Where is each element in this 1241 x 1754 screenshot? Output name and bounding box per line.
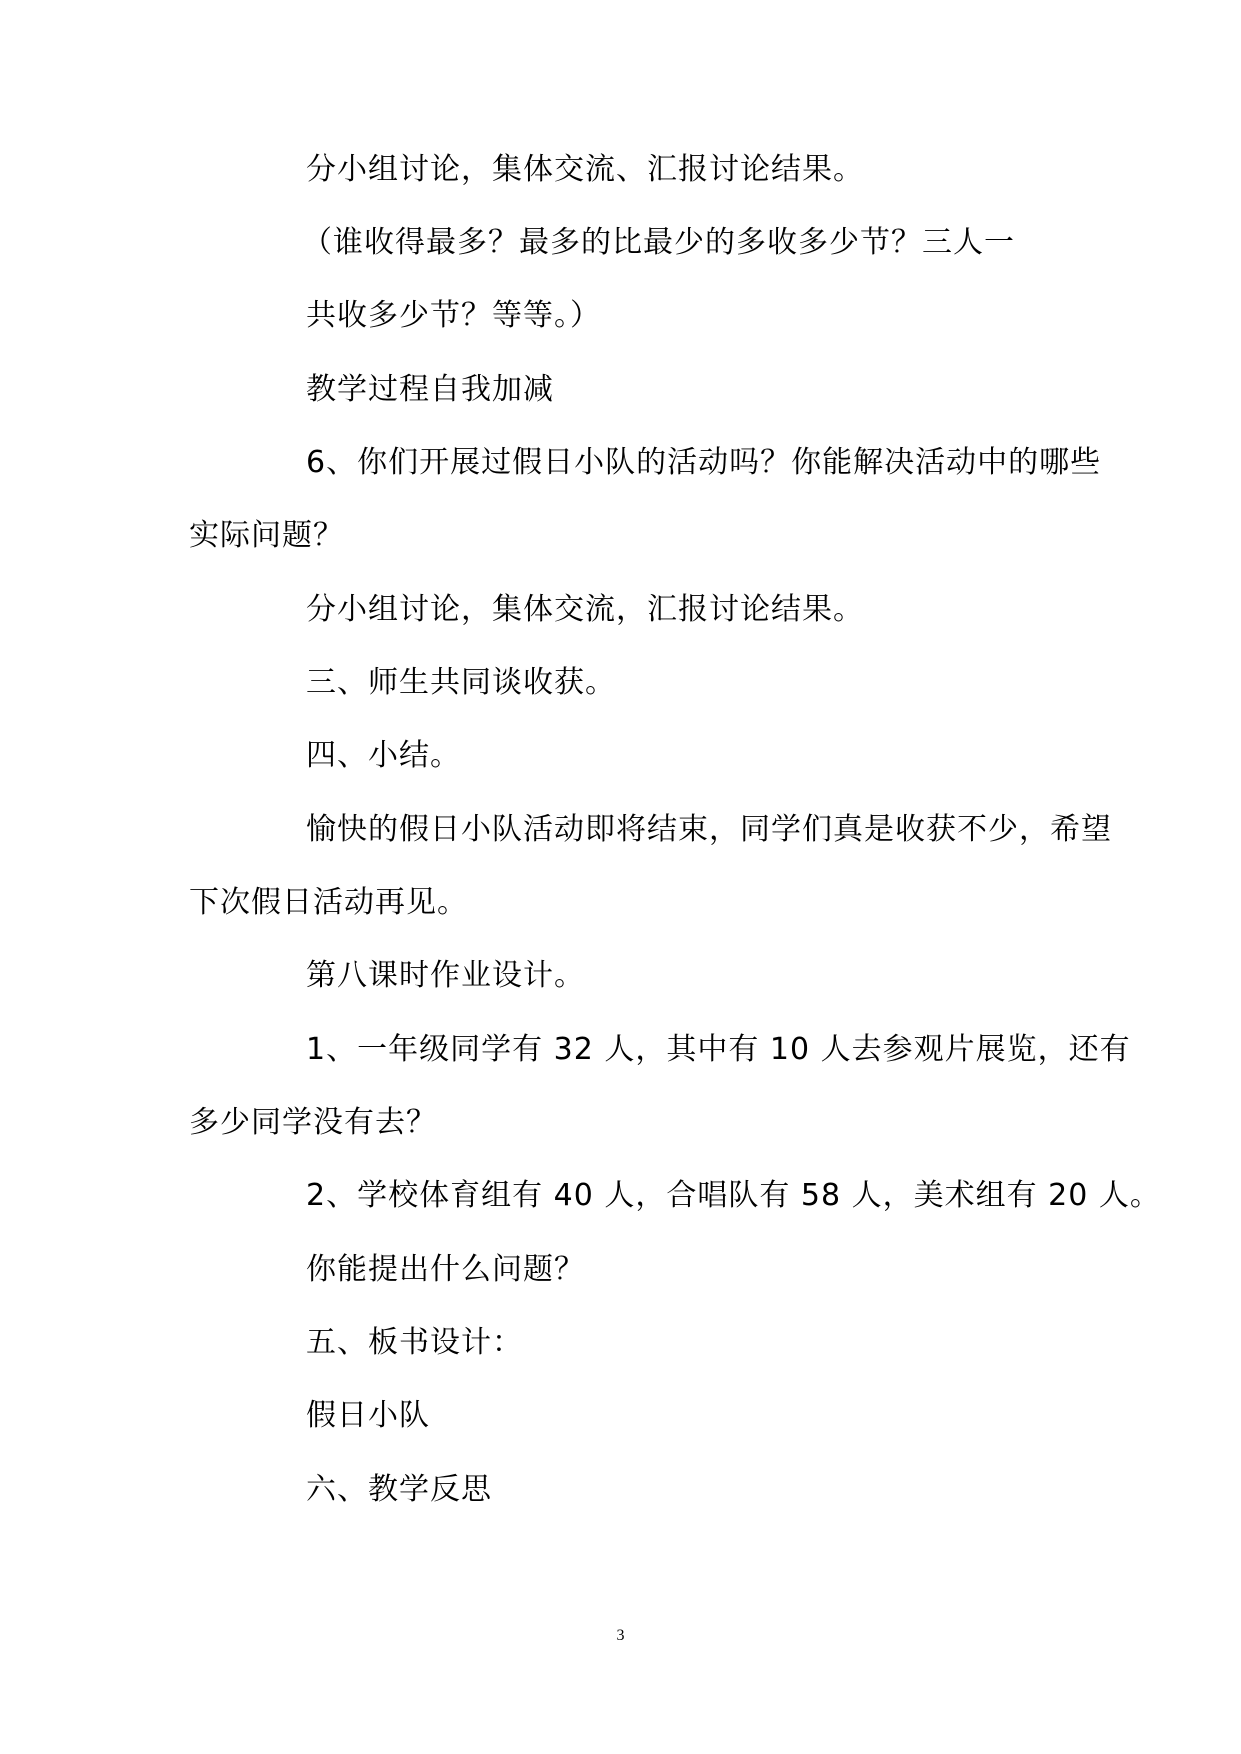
text-line: 三、师生共同谈收获。 <box>306 665 616 700</box>
text-line: 六、教学反思 <box>306 1472 492 1507</box>
text-line: 多少同学没有去？ <box>189 1105 437 1140</box>
page-number: 3 <box>616 1627 625 1644</box>
text-line: 教学过程自我加减 <box>306 372 554 407</box>
text-line: （谁收得最多？最多的比最少的多收多少节？三人一 <box>302 225 1015 260</box>
text-line: 下次假日活动再见。 <box>189 885 468 920</box>
text-line: 共收多少节？等等。） <box>306 298 601 333</box>
text-line: 四、小结。 <box>306 738 461 773</box>
text-line: 假日小队 <box>306 1398 430 1433</box>
text-line: 愉快的假日小队活动即将结束，同学们真是收获不少，希望 <box>306 812 1112 847</box>
text-line: 分小组讨论，集体交流，汇报讨论结果。 <box>306 592 864 627</box>
text-line: 6、你们开展过假日小队的活动吗？你能解决活动中的哪些 <box>306 445 1102 480</box>
text-line: 你能提出什么问题？ <box>306 1252 585 1287</box>
text-line: 1、一年级同学有 32 人，其中有 10 人去参观片展览，还有 <box>306 1032 1131 1067</box>
text-line: 第八课时作业设计。 <box>306 958 585 993</box>
text-line: 实际问题？ <box>189 518 344 553</box>
text-line: 五、板书设计： <box>306 1325 523 1360</box>
text-line: 分小组讨论，集体交流、汇报讨论结果。 <box>306 152 864 187</box>
text-line: 2、学校体育组有 40 人，合唱队有 58 人，美术组有 20 人。 <box>306 1178 1161 1213</box>
